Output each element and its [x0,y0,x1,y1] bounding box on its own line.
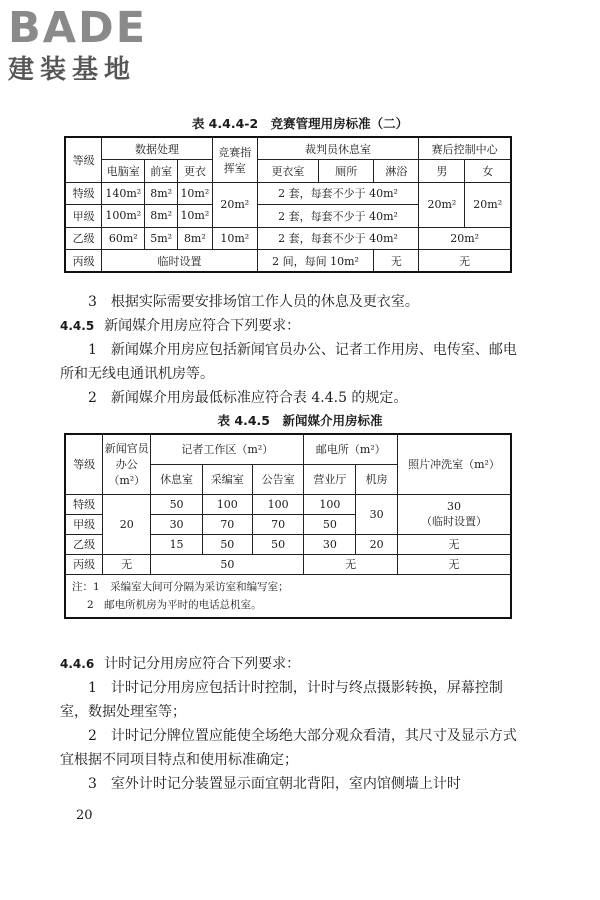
table-cell: 50 [252,534,304,554]
section-heading-4-4-5 [60,314,520,338]
table-note: 2 邮电所机房为平时的电话总机室。 [87,598,262,611]
machine-room-header: 机房 [356,464,398,494]
table-row [65,494,511,514]
table-cell: 无 [374,250,419,273]
grade-cell: 乙级 [65,227,102,250]
grade-cell: 丙级 [65,250,102,273]
computer-room-header: 电脑室 [102,160,145,183]
male-header: 男 [419,160,465,183]
front-room-header: 前室 [145,160,178,183]
section-heading-4-4-6 [60,652,520,676]
table-cell: 无 [103,554,151,574]
table-cell: 20 [356,534,398,554]
toilet-header: 厕所 [319,160,374,183]
news-media-table [64,433,512,619]
table-cell: 8m² [145,182,178,205]
grade-cell: 甲级 [65,514,103,534]
paragraph: 3 室外计时记分装置显示面宜朝北背阳，室内馆侧墙上计时 [88,776,461,792]
paragraph: 2 新闻媒介用房最低标准应符合表 4.4.5 的规定。 [88,390,408,406]
grade-cell: 丙级 [65,554,103,574]
table-row [65,182,511,205]
editing-header: 采编室 [202,464,252,494]
business-hall-header: 营业厅 [304,464,356,494]
photo-cell [398,494,511,534]
section-number: 4.4.5 [60,319,95,333]
section-number: 4.4.6 [60,657,95,671]
notice-header: 公告室 [252,464,304,494]
paragraph: 3 根据实际需要安排场馆工作人员的休息及更衣室。 [88,294,419,310]
table-row [65,554,511,574]
logo-subtitle: 建装基地 [8,55,137,85]
table-cell: 10m² [177,205,212,228]
bade-logo [8,4,183,86]
referee-changing-header: 更衣室 [257,160,318,183]
lounge-header: 休息室 [151,464,203,494]
post-control-header: 赛后控制中心 [419,137,511,160]
table-header-row [65,434,511,464]
table-cell: 20m² [419,182,465,227]
page-number: 20 [76,808,93,823]
table1-caption: 表 4.4.4-2 竞赛管理用房标准（二） [191,116,409,131]
logo-text: BADE [8,3,148,53]
table-cell: 100 [252,494,304,514]
table-cell: 50 [151,554,304,574]
table-cell: 50 [151,494,203,514]
table-cell: 15 [151,534,203,554]
table-cell: 20 [103,494,151,554]
table-cell: 100m² [102,205,145,228]
grade-header: 等级 [65,434,103,494]
table-row [65,227,511,250]
table-cell: 60m² [102,227,145,250]
table-cell: 2 套，每套不少于 40m² [257,182,419,205]
paragraph: 1 计时记分用房应包括计时控制，计时与终点摄影转换，屏幕控制室，数据处理室等； [60,680,503,720]
table-cell: 2 套，每套不少于 40m² [257,227,419,250]
table-cell: 20m² [212,182,257,227]
table-cell: 8m² [145,205,178,228]
table-cell: 无 [304,554,398,574]
table-notes [65,574,511,618]
female-header: 女 [465,160,511,183]
grade-header: 等级 [65,137,102,182]
table-cell: 2 间，每间 10m² [257,250,374,273]
press-office-header: 新闻官员办公（m²） [103,434,151,494]
table-cell: 50 [202,534,252,554]
table-cell: 2 套，每套不少于 40m² [257,205,419,228]
table-cell: 70 [202,514,252,534]
table-note: 注：1 采编室大间可分隔为采访室和编写室； [72,580,289,593]
table-notes-row [65,574,511,618]
shower-header: 淋浴 [374,160,419,183]
table-header-row [65,137,511,160]
command-room-header: 竞赛指挥室 [212,137,257,182]
table-cell: 140m² [102,182,145,205]
changing-header: 更衣 [177,160,212,183]
table-cell: 100 [304,494,356,514]
section-title: 计时记分用房应符合下列要求： [104,656,301,672]
data-processing-header: 数据处理 [102,137,212,160]
table-cell: 无 [398,534,511,554]
table-cell: 无 [419,250,511,273]
table-cell: 70 [252,514,304,534]
grade-cell: 特级 [65,182,102,205]
table-cell: 20m² [465,182,511,227]
table-cell: 10m² [212,227,257,250]
table-cell: 30 [356,494,398,534]
grade-cell: 甲级 [65,205,102,228]
table-cell: 5m² [145,227,178,250]
table-cell: 100 [202,494,252,514]
table-cell-value: 30 [447,499,462,513]
table-cell: 无 [398,554,511,574]
competition-management-table [64,136,512,273]
table-cell: 50 [304,514,356,534]
paragraph: 1 新闻媒介用房应包括新闻官员办公、记者工作用房、电传室、邮电所和无线电通讯机房等。 [60,342,517,382]
reporter-area-header: 记者工作区（m²） [151,434,304,464]
referee-lounge-header: 裁判员休息室 [257,137,419,160]
grade-cell: 乙级 [65,534,103,554]
table-header-row [65,160,511,183]
table-row [65,250,511,273]
grade-cell: 特级 [65,494,103,514]
table2-caption: 表 4.4.5 新闻媒介用房标准 [217,413,383,428]
post-office-header: 邮电所（m²） [304,434,398,464]
photo-lab-header: 照片冲洗室（m²） [398,434,511,494]
table-cell: 20m² [419,227,511,250]
table-cell: 30 [151,514,203,534]
table-cell-note: （临时设置） [421,514,488,528]
table-cell: 临时设置 [102,250,257,273]
paragraph: 2 计时记分牌位置应能使全场绝大部分观众看清，其尺寸及显示方式宜根据不同项目特点和使用标准确定； [60,728,517,768]
table-cell: 8m² [177,227,212,250]
section-title: 新闻媒介用房应符合下列要求： [104,318,301,334]
table-cell: 30 [304,534,356,554]
table-cell: 10m² [177,182,212,205]
